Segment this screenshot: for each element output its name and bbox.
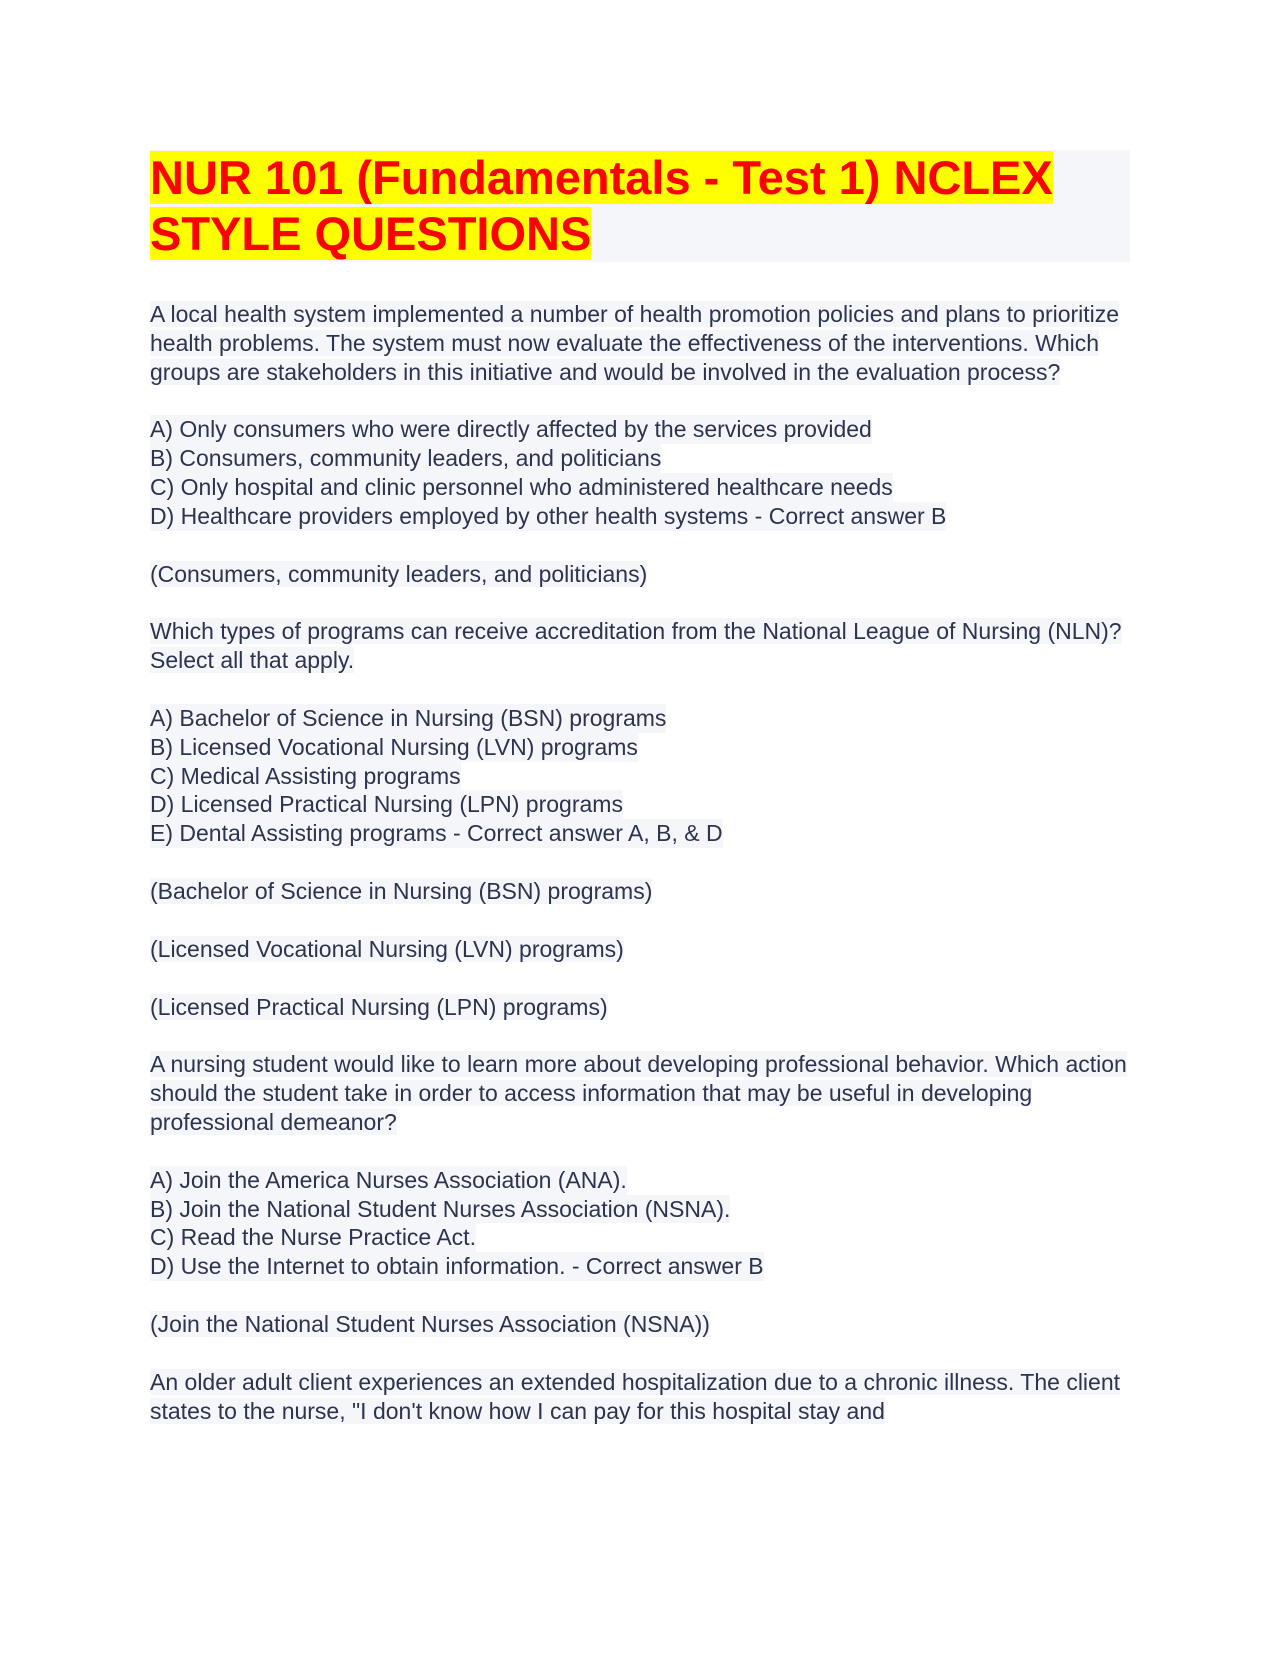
option-1c: C) Only hospital and clinic personnel who administered healthcare needs [150,473,893,500]
title-text: NUR 101 (Fundamentals - Test 1) NCLEX STYLE QUESTIONS [150,151,1053,260]
option-2d: D) Licensed Practical Nursing (LPN) programs [150,791,623,818]
document-page [150,150,1130,1454]
option-3b: B) Join the National Student Nurses Association (NSNA). [150,1195,731,1222]
page-title [150,150,1130,262]
answer-2a: (Bachelor of Science in Nursing (BSN) programs) [150,877,653,904]
question-1-options [150,415,1130,530]
question-3-options [150,1166,1130,1281]
question-2-options [150,704,1130,848]
option-item [150,1195,1130,1224]
question-1-stem: A local health system implemented a number of health promotion policies and plans to prioritize health problems. The system must now evaluate the effectiveness of the interventions. Which groups are stakeholders in this initiative and would be involved in the evaluation process? [150,301,1120,385]
option-item [150,819,1130,848]
option-item [150,473,1130,502]
question-3-answer [150,1310,1130,1339]
question-4-stem: An older adult client experiences an extended hospitalization due to a chronic illness. The client states to the nurse, "I don't know how I can pay for this hospital stay and [150,1368,1121,1424]
option-3a: A) Join the America Nurses Association (ANA). [150,1166,627,1193]
question-2-answer-3 [150,993,1130,1022]
question-4-text [150,1368,1130,1426]
question-2-text [150,617,1130,675]
option-3c: C) Read the Nurse Practice Act. [150,1224,476,1251]
title-block [150,150,1130,262]
option-2a: A) Bachelor of Science in Nursing (BSN) programs [150,704,667,731]
option-1b: B) Consumers, community leaders, and politicians [150,445,662,472]
option-item [150,1166,1130,1195]
option-1d: D) Healthcare providers employed by other health systems - Correct answer B [150,502,947,529]
option-item [150,762,1130,791]
option-item [150,790,1130,819]
option-item [150,733,1130,762]
option-1a: A) Only consumers who were directly affected by the services provided [150,416,872,443]
option-item [150,704,1130,733]
option-item [150,1223,1130,1252]
question-3-stem: A nursing student would like to learn more about developing professional behavior. Which action should the student take in order to access information that may be useful in developing professional demeanor? [150,1051,1127,1135]
option-3d: D) Use the Internet to obtain information. - Correct answer B [150,1253,764,1280]
answer-3: (Join the National Student Nurses Association (NSNA)) [150,1310,710,1337]
option-item [150,444,1130,473]
answer-1: (Consumers, community leaders, and politicians) [150,560,648,587]
option-item [150,415,1130,444]
question-3-text [150,1050,1130,1136]
question-2-stem: Which types of programs can receive accreditation from the National League of Nursing (NLN)? Select all that apply. [150,618,1122,674]
option-2e: E) Dental Assisting programs - Correct answer A, B, & D [150,820,723,847]
option-item [150,502,1130,531]
answer-2d: (Licensed Practical Nursing (LPN) programs) [150,993,608,1020]
option-2b: B) Licensed Vocational Nursing (LVN) programs [150,733,638,760]
question-1-answer [150,560,1130,589]
question-2-answer-1 [150,877,1130,906]
question-2-answer-2 [150,935,1130,964]
question-1-text [150,300,1130,386]
answer-2b: (Licensed Vocational Nursing (LVN) programs) [150,935,624,962]
option-2c: C) Medical Assisting programs [150,762,461,789]
option-item [150,1252,1130,1281]
